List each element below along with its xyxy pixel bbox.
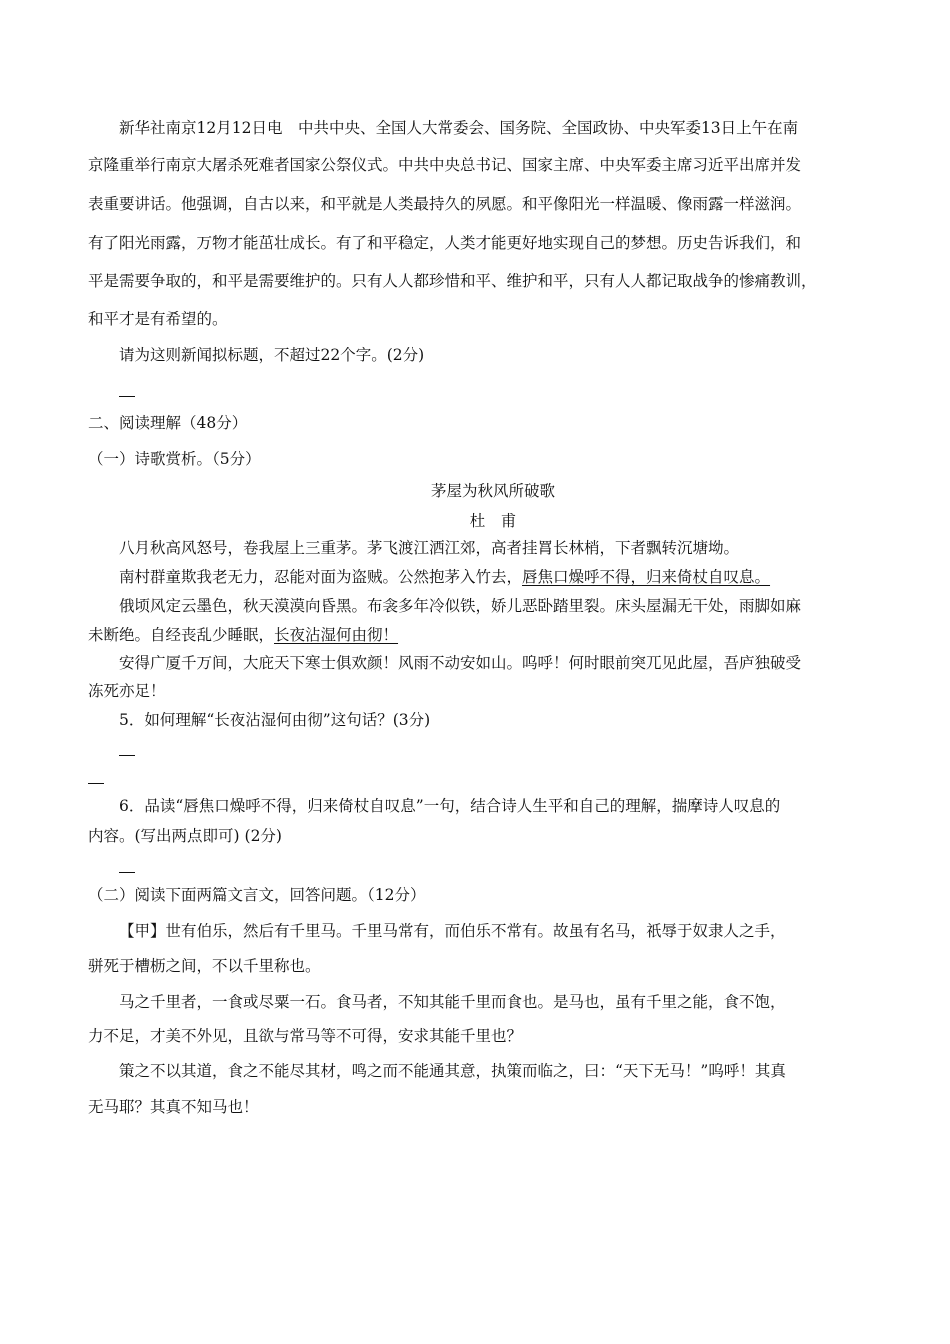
news-line-1: 新华社南京12月12日电 中共中央、全国人大常委会、国务院、全国政协、中央军委13日上午在南	[119, 119, 799, 137]
classical-heading: （二）阅读下面两篇文言文，回答问题。（12分）	[88, 886, 426, 904]
poem-line-3b-underlined: 长夜沾湿何由彻！	[274, 626, 399, 644]
poem-line-2-plain: 南村群童欺我老无力，忍能对面为盗贼。公然抱茅入竹去，	[119, 568, 523, 586]
news-line-2: 京隆重举行南京大屠杀死难者国家公祭仪式。中共中央总书记、国家主席、中央军委主席习近平出席并发	[88, 156, 802, 174]
classical-p2-line-2: 力不足，才美不外见，且欲与常马等不可得，安求其能千里也？	[88, 1027, 523, 1045]
poem-line-4b: 冻死亦足！	[88, 682, 166, 700]
classical-p2-line-1: 马之千里者，一食或尽粟一石。食马者，不知其能千里而食也。是马也，虽有千里之能，食不饱，	[119, 993, 786, 1011]
poem-author: 杜 甫	[469, 512, 517, 530]
question-6-line-1: 6．品读“唇焦口燥呼不得，归来倚杖自叹息”一句，结合诗人生平和自己的理解，揣摩诗人叹息的	[119, 797, 781, 815]
answer-blank-3	[88, 783, 104, 784]
poem-line-2	[119, 567, 770, 587]
poem-line-2-underlined: 唇焦口燥呼不得，归来倚杖自叹息。	[522, 568, 771, 586]
poem-line-4a: 安得广厦千万间，大庇天下寒士俱欢颜！风雨不动安如山。呜呼！何时眼前突兀见此屋，吾庐独破受	[119, 654, 802, 672]
answer-blank-4	[119, 872, 135, 873]
section-heading: 二、阅读理解（48分）	[88, 414, 248, 432]
poem-title: 茅屋为秋风所破歌	[430, 482, 555, 500]
poem-line-3a: 俄顷风定云墨色，秋天漠漠向昏黑。布衾多年冷似铁，娇儿恶卧踏里裂。床头屋漏无干处，雨脚如麻	[119, 597, 802, 615]
classical-p1-line-2: 骈死于槽枥之间，不以千里称也。	[88, 957, 321, 975]
news-line-6: 和平才是有希望的。	[88, 310, 228, 328]
answer-blank-1	[119, 396, 135, 397]
poem-line-1: 八月秋高风怒号，卷我屋上三重茅。茅飞渡江洒江郊，高者挂罥长林梢，下者飘转沉塘坳。	[119, 539, 740, 557]
question-5: 5．如何理解“长夜沾湿何由彻”这句话？(3分)	[119, 711, 431, 729]
answer-blank-2	[119, 755, 135, 756]
news-line-4: 有了阳光雨露，万物才能茁壮成长。有了和平稳定，人类才能更好地实现自己的梦想。历史告诉我们，和	[88, 234, 802, 252]
classical-p1-line-1: 【甲】世有伯乐，然后有千里马。千里马常有，而伯乐不常有。故虽有名马，祇辱于奴隶人之手，	[119, 922, 786, 940]
news-question: 请为这则新闻拟标题，不超过22个字。(2分)	[119, 346, 425, 364]
question-6-line-2: 内容。(写出两点即可) (2分)	[88, 827, 282, 845]
poem-line-3b	[88, 625, 398, 645]
poem-line-3b-plain: 未断绝。自经丧乱少睡眠，	[88, 626, 275, 644]
classical-p3-line-2: 无马耶？其真不知马也！	[88, 1098, 259, 1116]
classical-p3-line-1: 策之不以其道，食之不能尽其材，鸣之而不能通其意，执策而临之，曰：“天下无马！”呜呼！其真	[119, 1062, 786, 1080]
news-line-5: 平是需要争取的，和平是需要维护的。只有人人都珍惜和平、维护和平，只有人人都记取战争的惨痛教训，	[88, 272, 817, 290]
poetry-heading: （一）诗歌赏析。（5分）	[88, 450, 261, 468]
news-line-3: 表重要讲话。他强调，自古以来，和平就是人类最持久的夙愿。和平像阳光一样温暖、像雨露一样滋润。	[88, 195, 802, 213]
